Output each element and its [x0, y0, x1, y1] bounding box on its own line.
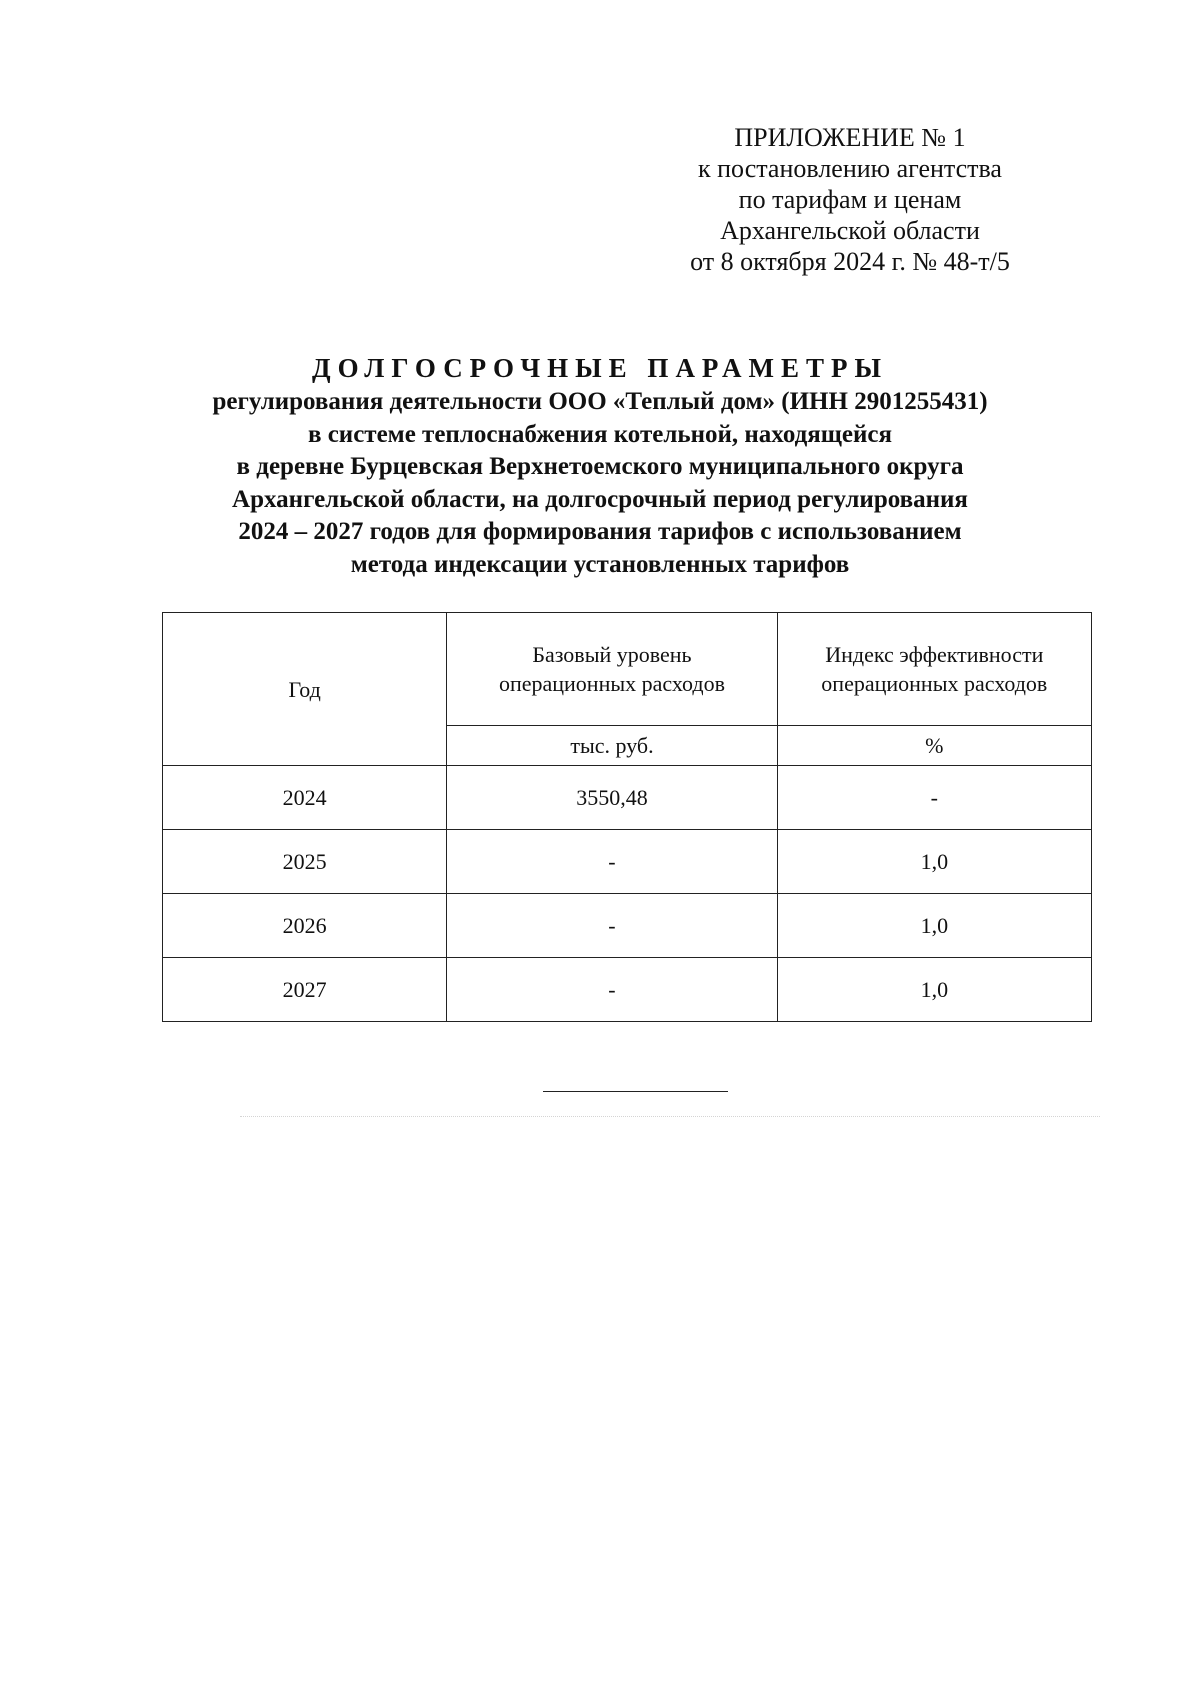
title-line: в деревне Бурцевская Верхнетоемского муниципального округа	[236, 453, 964, 480]
title-line: Архангельской области, на долгосрочный период регулирования	[232, 485, 968, 513]
document-title	[100, 350, 1100, 581]
cell-index: -	[777, 766, 1091, 830]
cell-index: 1,0	[777, 894, 1091, 958]
scan-artifact-line	[240, 1116, 1100, 1117]
cell-index: 1,0	[777, 830, 1091, 894]
header-base-line: Базовый уровень	[532, 642, 692, 667]
cell-year: 2024	[163, 766, 447, 830]
table-row	[163, 766, 1092, 830]
header-base-level	[447, 613, 777, 726]
header-year-label: Год	[288, 676, 321, 702]
parameters-table	[162, 612, 1092, 1022]
title-line: в системе теплоснабжения котельной, находящейся	[307, 420, 893, 448]
cell-base: -	[447, 830, 777, 894]
cell-base: 3550,48	[447, 766, 777, 830]
header-index-line: операционных расходов	[821, 671, 1048, 696]
cell-base: -	[447, 894, 777, 958]
cell-year: 2027	[163, 958, 447, 1022]
table-row	[163, 894, 1092, 958]
cell-index: 1,0	[777, 958, 1091, 1022]
header-base-line: операционных расходов	[498, 671, 725, 696]
cell-year: 2025	[163, 830, 447, 894]
header-year	[163, 613, 447, 766]
appendix-date-number: от 8 октября 2024 г. № 48-т/5	[690, 247, 1010, 276]
cell-year: 2026	[163, 894, 447, 958]
appendix-line: Архангельской области	[720, 216, 980, 245]
title-line: метода индексации установленных тарифов	[350, 550, 850, 578]
end-of-document-rule	[543, 1091, 728, 1092]
table-row	[163, 958, 1092, 1022]
appendix-line: к постановлению агентства	[698, 154, 1002, 183]
header-efficiency-index	[777, 613, 1091, 726]
title-main: ДОЛГОСРОЧНЫЕ ПАРАМЕТРЫ	[312, 353, 888, 383]
title-line: регулирования деятельности ООО «Теплый дом» (ИНН 2901255431)	[212, 388, 988, 415]
title-line: 2024 – 2027 годов для формирования тарифов с использованием	[238, 518, 962, 545]
appendix-header	[650, 122, 1050, 277]
table-header-row	[163, 613, 1092, 726]
appendix-number: ПРИЛОЖЕНИЕ № 1	[734, 123, 966, 152]
cell-base: -	[447, 958, 777, 1022]
unit-base: тыс. руб.	[447, 726, 777, 766]
unit-index: %	[777, 726, 1091, 766]
table-row	[163, 830, 1092, 894]
appendix-line: по тарифам и ценам	[738, 185, 962, 214]
header-index-line: Индекс эффективности	[825, 642, 1044, 667]
